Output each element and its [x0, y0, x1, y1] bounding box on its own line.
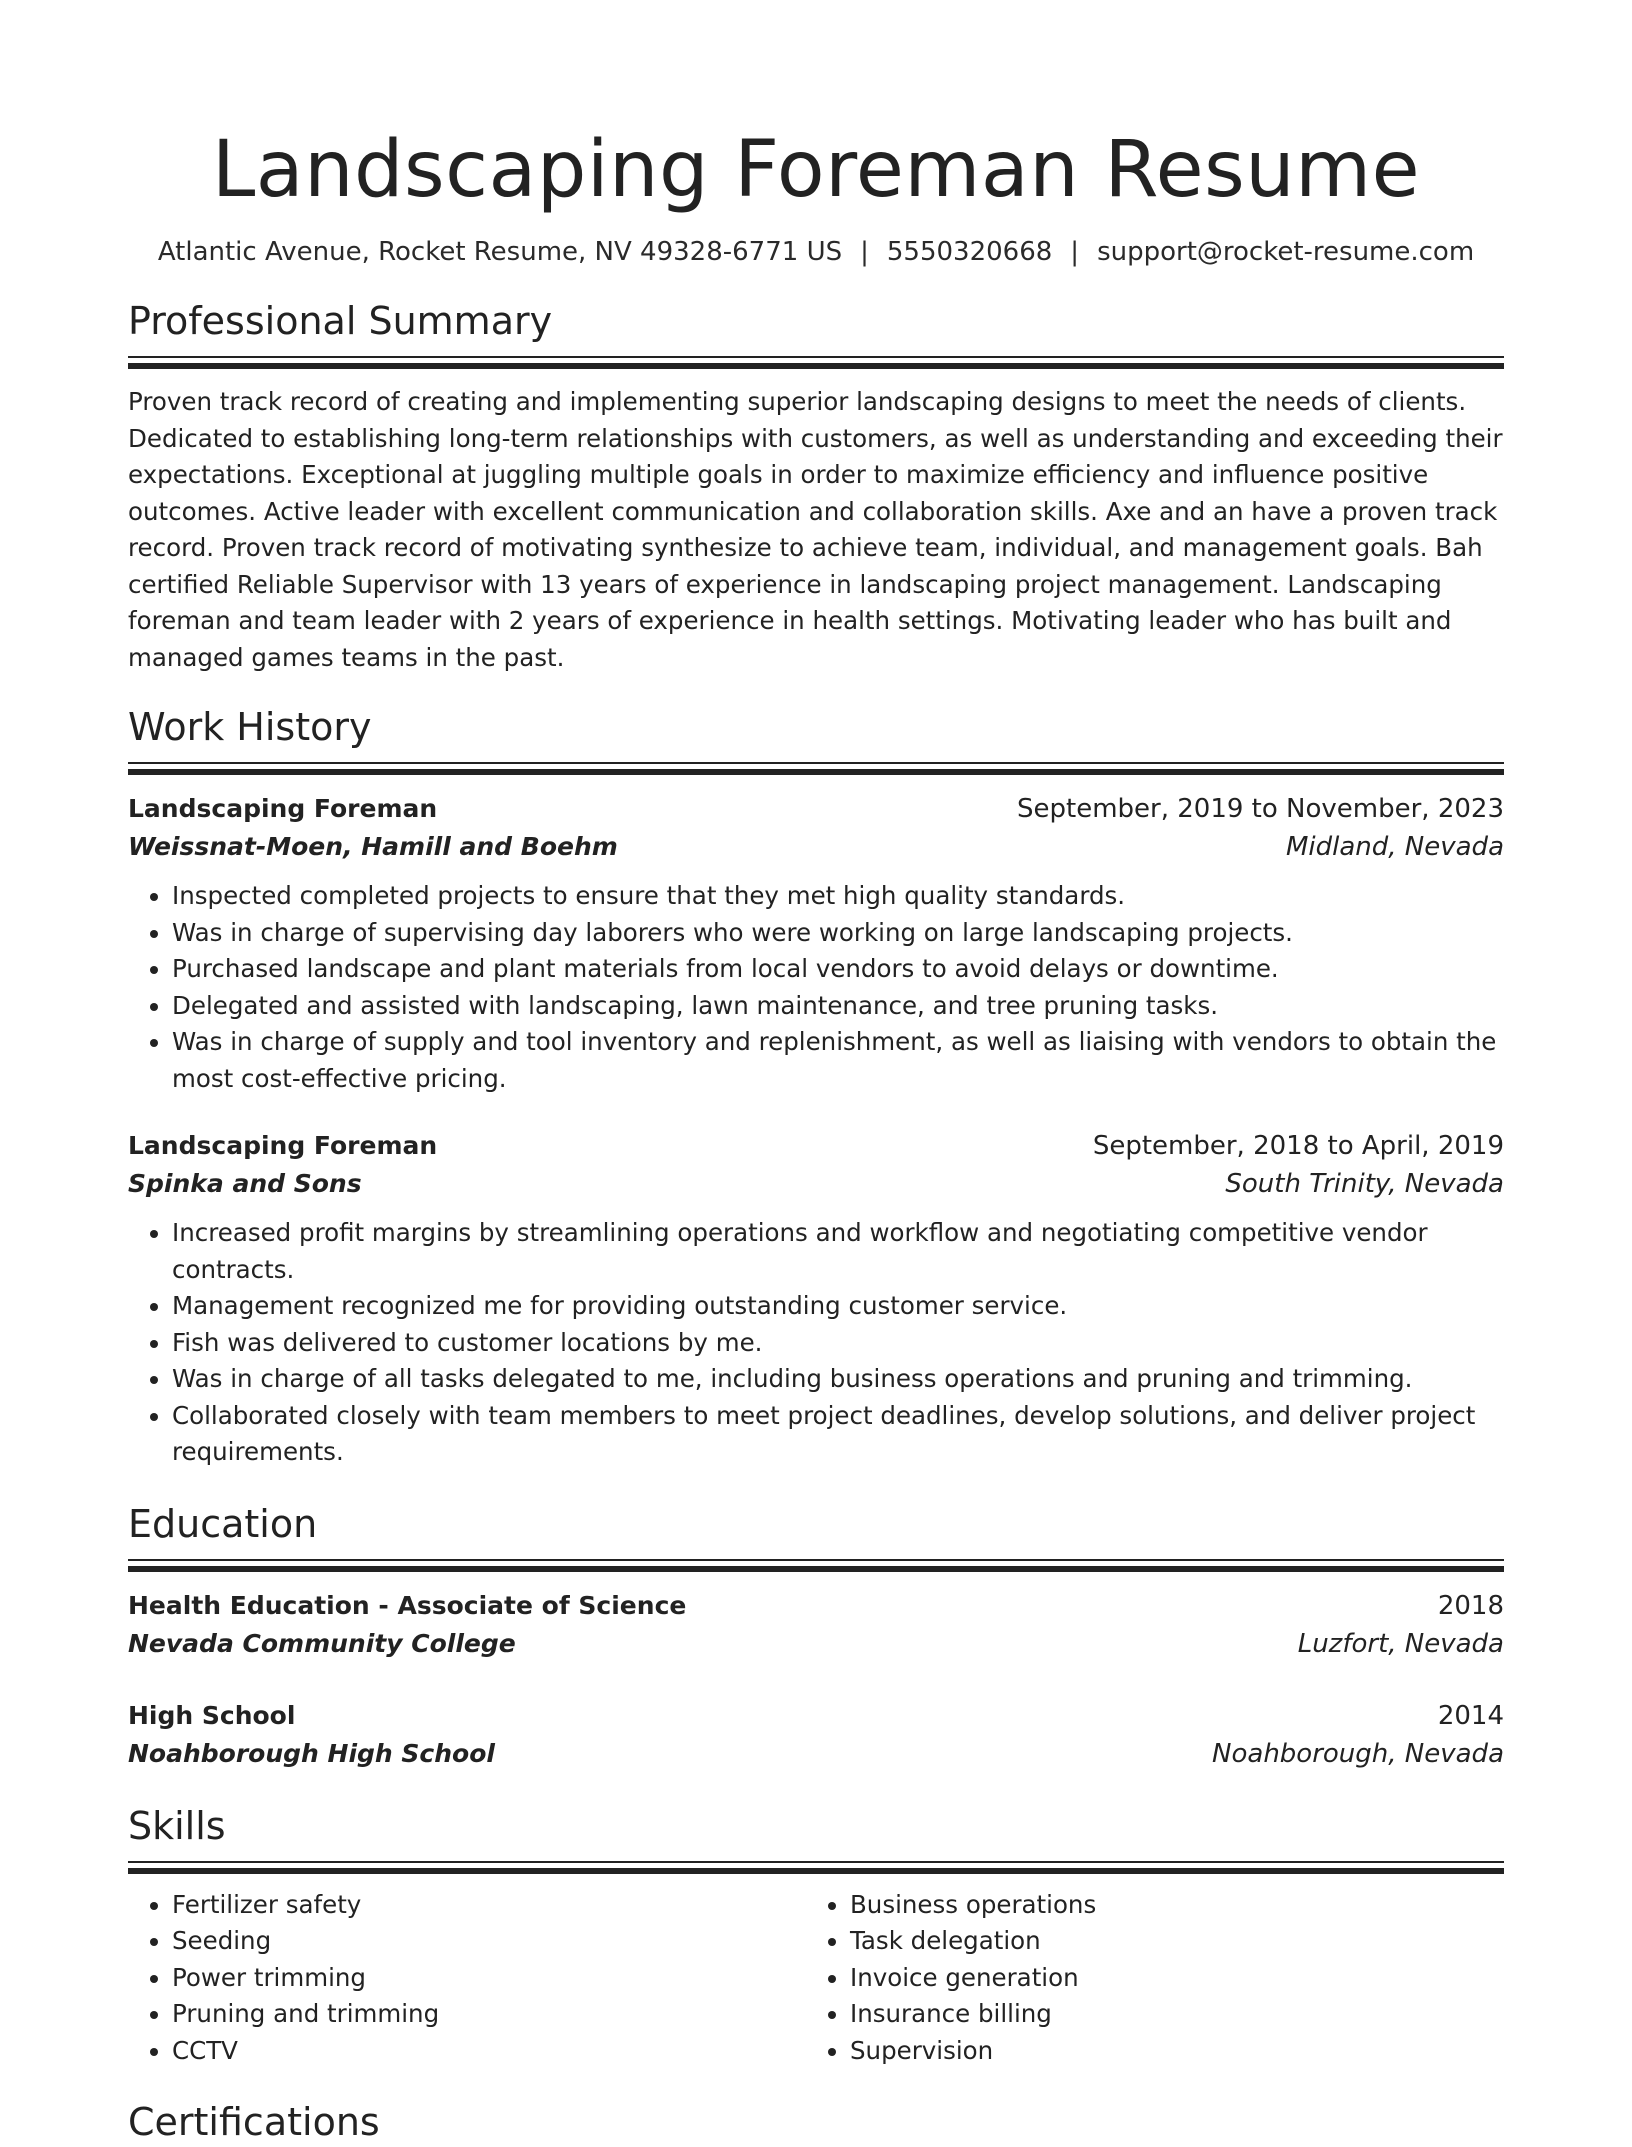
- section-divider: [128, 762, 1504, 776]
- skill-item: • Insurance billing: [850, 1996, 1484, 2033]
- job-bullet: • Was in charge of all tasks delegated to me, including business operations and pruning and trimming.: [172, 1361, 1504, 1398]
- resume-title: Landscaping Foreman Resume: [211, 125, 1421, 215]
- skill-item: • Power trimming: [172, 1960, 806, 1997]
- job-bullets: [128, 1215, 1504, 1471]
- contact-line: [128, 234, 1504, 270]
- job-location: South Trinity, Nevada: [1225, 1169, 1504, 1199]
- certifications-section: [128, 2097, 1504, 2147]
- section-divider: [128, 1861, 1504, 1875]
- skill-item: • Business operations: [850, 1887, 1484, 1924]
- resume-page: [128, 0, 1504, 2147]
- job-company: Spinka and Sons: [128, 1169, 362, 1198]
- education-school: Noahborough High School: [128, 1738, 495, 1768]
- education-entry: [128, 1697, 1504, 1773]
- education-entry: [128, 1587, 1504, 1663]
- education-school: Nevada Community College: [128, 1628, 516, 1658]
- job-title: Landscaping Foreman: [128, 1131, 438, 1160]
- job-dates: September, 2018 to April, 2019: [1092, 1131, 1504, 1161]
- education-year: 2018: [1437, 1590, 1504, 1621]
- job-bullet: • Was in charge of supply and tool inventory and replenishment, as well as liaising with vendors to obtain the most cost-effective pricing.: [172, 1024, 1504, 1097]
- skills-list-left: [128, 1887, 806, 2070]
- contact-email: support@rocket-resume.com: [1097, 237, 1475, 267]
- job-entry: [128, 790, 1504, 1097]
- job-bullet: • Collaborated closely with team members to meet project deadlines, develop solutions, and deliver project requirements.: [172, 1398, 1504, 1471]
- education-location: Noahborough, Nevada: [1212, 1738, 1504, 1769]
- job-bullet: • Was in charge of supervising day laborers who were working on large landscaping projects.: [172, 915, 1504, 952]
- summary-text: Proven track record of creating and implementing superior landscaping designs to meet the needs of clients. Dedicated to establishing long-term relationships with customers, as well as understanding and exceeding their expectations. Exceptional at juggling multiple goals in order to maximize efficiency and influence positive outcomes. Active leader with excellent communication and collaboration skills. Axe and an have a proven track record. Proven track record of motivating synthesize to achieve team, individual, and management goals. Bah certified Reliable Supervisor with 13 years of experience in landscaping project management. Landscaping foreman and team leader with 2 years of experience in health settings. Motivating leader who has built and managed games teams in the past.: [128, 387, 1503, 672]
- skill-item: • Seeding: [172, 1923, 806, 1960]
- section-divider: [128, 1559, 1504, 1573]
- skills-section: [128, 1801, 1504, 2070]
- skill-item: • Task delegation: [850, 1923, 1484, 1960]
- job-bullet: • Fish was delivered to customer locations by me.: [172, 1325, 1504, 1362]
- skill-item: • CCTV: [172, 2033, 806, 2070]
- job-dates: September, 2019 to November, 2023: [1017, 794, 1504, 824]
- skill-item: • Fertilizer safety: [172, 1887, 806, 1924]
- contact-address: Atlantic Avenue, Rocket Resume, NV 49328-6771 US: [157, 237, 843, 267]
- job-bullet: • Delegated and assisted with landscaping, lawn maintenance, and tree pruning tasks.: [172, 988, 1504, 1025]
- skill-item: • Pruning and trimming: [172, 1996, 806, 2033]
- job-location: Midland, Nevada: [1285, 832, 1504, 862]
- contact-separator: |: [1070, 237, 1080, 267]
- section-heading-certifications: Certifications: [128, 2100, 380, 2144]
- job-company: Weissnat-Moen, Hamill and Boehm: [128, 832, 618, 861]
- section-divider: [128, 356, 1504, 370]
- job-bullet: • Increased profit margins by streamlining operations and workflow and negotiating competitive vendor contracts.: [172, 1215, 1504, 1288]
- job-bullet: • Management recognized me for providing outstanding customer service.: [172, 1288, 1504, 1325]
- skill-item: • Supervision: [850, 2033, 1484, 2070]
- job-bullet: • Purchased landscape and plant materials from local vendors to avoid delays or downtime.: [172, 951, 1504, 988]
- section-heading-education: Education: [128, 1501, 318, 1546]
- education-year: 2014: [1437, 1700, 1504, 1731]
- skills-list-right: [806, 1887, 1484, 2070]
- section-heading-summary: Professional Summary: [128, 299, 553, 343]
- contact-phone: 5550320668: [886, 237, 1053, 267]
- section-heading-work-history: Work History: [128, 705, 372, 749]
- work-history-section: [128, 702, 1504, 1471]
- section-heading-skills: Skills: [128, 1803, 226, 1848]
- contact-separator: |: [860, 237, 869, 267]
- education-degree: Health Education - Associate of Science: [128, 1590, 687, 1620]
- education-section: [128, 1499, 1504, 1773]
- job-entry: [128, 1127, 1504, 1471]
- summary-section: [128, 296, 1504, 676]
- education-degree: High School: [128, 1700, 296, 1730]
- job-bullet: • Inspected completed projects to ensure that they met high quality standards.: [172, 878, 1504, 915]
- skill-item: • Invoice generation: [850, 1960, 1484, 1997]
- education-location: Luzfort, Nevada: [1297, 1628, 1504, 1659]
- skills-columns: [128, 1875, 1504, 2070]
- job-title: Landscaping Foreman: [128, 794, 438, 823]
- job-bullets: [128, 878, 1504, 1097]
